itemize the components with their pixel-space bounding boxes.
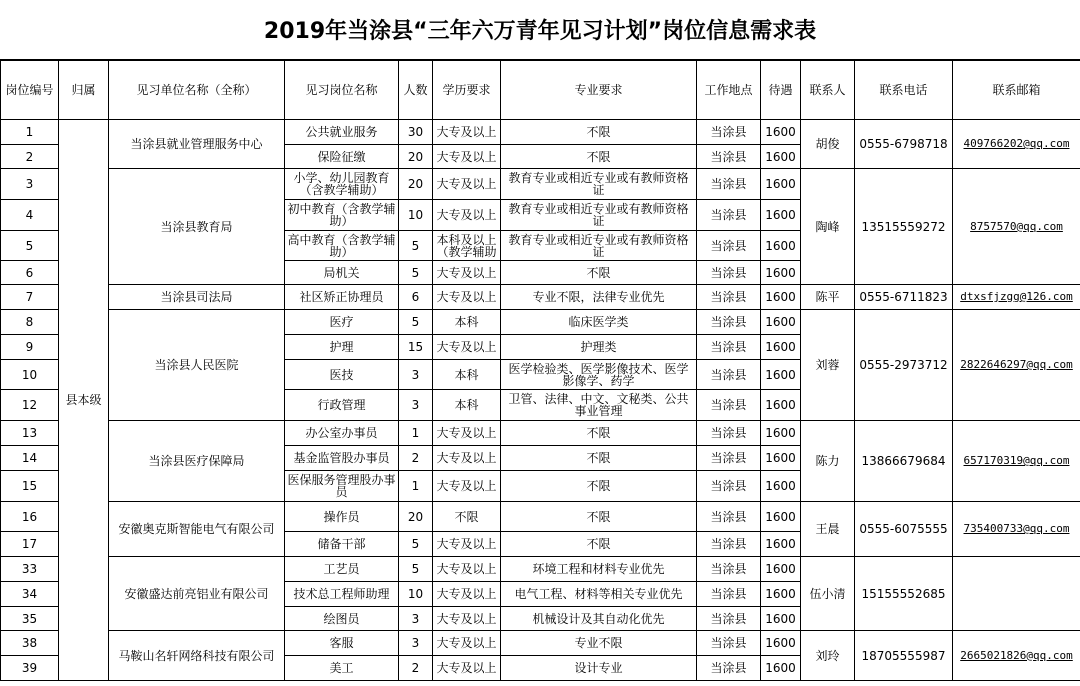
email-cell[interactable]: 2665021826@qq.com: [953, 631, 1080, 681]
education-cell[interactable]: 本科及以上（教学辅助: [433, 231, 501, 261]
major-cell[interactable]: 不限: [501, 120, 697, 145]
post-name-cell[interactable]: 医技: [285, 360, 399, 390]
post-name-cell[interactable]: 行政管理: [285, 390, 399, 421]
pay-cell[interactable]: 1600: [761, 360, 801, 390]
headcount-cell[interactable]: 5: [399, 231, 433, 261]
pay-cell[interactable]: 1600: [761, 169, 801, 200]
location-cell[interactable]: 当涂县: [697, 200, 761, 231]
post-name-cell[interactable]: 操作员: [285, 502, 399, 532]
location-cell[interactable]: 当涂县: [697, 231, 761, 261]
pay-cell[interactable]: 1600: [761, 446, 801, 471]
contact-cell[interactable]: 胡俊: [801, 120, 855, 169]
location-cell[interactable]: 当涂县: [697, 145, 761, 169]
location-cell[interactable]: 当涂县: [697, 446, 761, 471]
major-cell[interactable]: 医学检验类、医学影像技术、医学影像学、药学: [501, 360, 697, 390]
contact-cell[interactable]: 陶峰: [801, 169, 855, 285]
location-cell[interactable]: 当涂县: [697, 557, 761, 582]
email-cell[interactable]: 735400733@qq.com: [953, 502, 1080, 557]
post-name-cell[interactable]: 绘图员: [285, 607, 399, 631]
phone-cell[interactable]: 0555-6798718: [855, 120, 953, 169]
table-row: [1, 120, 1080, 145]
email-cell[interactable]: 657170319@qq.com: [953, 421, 1080, 502]
post-name-cell[interactable]: 社区矫正协理员: [285, 285, 399, 310]
education-cell[interactable]: 大专及以上: [433, 169, 501, 200]
major-cell[interactable]: 不限: [501, 145, 697, 169]
contact-cell[interactable]: 王晨: [801, 502, 855, 557]
headcount-cell[interactable]: 3: [399, 390, 433, 421]
phone-cell[interactable]: 0555-6711823: [855, 285, 953, 310]
unit-name-cell[interactable]: 安徽奥克斯智能电气有限公司: [109, 502, 285, 557]
location-cell[interactable]: 当涂县: [697, 502, 761, 532]
contact-cell[interactable]: 刘蓉: [801, 310, 855, 421]
post-id-cell[interactable]: 38: [1, 631, 59, 656]
headcount-cell[interactable]: 10: [399, 582, 433, 607]
contact-cell[interactable]: 伍小清: [801, 557, 855, 631]
post-name-cell[interactable]: 初中教育（含教学辅助）: [285, 200, 399, 231]
education-cell[interactable]: 本科: [433, 310, 501, 335]
post-name-cell[interactable]: 医疗: [285, 310, 399, 335]
headcount-cell[interactable]: 3: [399, 360, 433, 390]
header-cell[interactable]: 人数: [399, 61, 433, 120]
phone-cell[interactable]: 18705555987: [855, 631, 953, 681]
post-id-cell[interactable]: 15: [1, 471, 59, 502]
post-id-cell[interactable]: 17: [1, 532, 59, 557]
contact-cell[interactable]: 陈平: [801, 285, 855, 310]
post-id-cell[interactable]: 8: [1, 310, 59, 335]
phone-cell[interactable]: 13866679684: [855, 421, 953, 502]
table-row: [1, 631, 1080, 656]
education-cell[interactable]: 大专及以上: [433, 285, 501, 310]
contact-cell[interactable]: 刘玲: [801, 631, 855, 681]
post-id-cell[interactable]: 13: [1, 421, 59, 446]
location-cell[interactable]: 当涂县: [697, 261, 761, 285]
pay-cell[interactable]: 1600: [761, 200, 801, 231]
post-id-cell[interactable]: 2: [1, 145, 59, 169]
header-cell[interactable]: 工作地点: [697, 61, 761, 120]
headcount-cell[interactable]: 10: [399, 200, 433, 231]
contact-cell[interactable]: 陈力: [801, 421, 855, 502]
headcount-cell[interactable]: 1: [399, 421, 433, 446]
post-id-cell[interactable]: 33: [1, 557, 59, 582]
headcount-cell[interactable]: 20: [399, 502, 433, 532]
major-cell[interactable]: 卫管、法律、中文、文秘类、公共事业管理: [501, 390, 697, 421]
post-id-cell[interactable]: 35: [1, 607, 59, 631]
major-cell[interactable]: 不限: [501, 502, 697, 532]
pay-cell[interactable]: 1600: [761, 335, 801, 360]
post-name-cell[interactable]: 工艺员: [285, 557, 399, 582]
unit-name-cell[interactable]: 当涂县司法局: [109, 285, 285, 310]
location-cell[interactable]: 当涂县: [697, 335, 761, 360]
headcount-cell[interactable]: 3: [399, 607, 433, 631]
pay-cell[interactable]: 1600: [761, 656, 801, 681]
unit-name-cell[interactable]: 安徽盛达前亮铝业有限公司: [109, 557, 285, 631]
location-cell[interactable]: 当涂县: [697, 310, 761, 335]
post-name-cell[interactable]: 小学、幼儿园教育（含教学辅助）: [285, 169, 399, 200]
education-cell[interactable]: 大专及以上: [433, 656, 501, 681]
pay-cell[interactable]: 1600: [761, 231, 801, 261]
phone-cell[interactable]: 0555-2973712: [855, 310, 953, 421]
email-cell[interactable]: 409766202@qq.com: [953, 120, 1080, 169]
email-cell[interactable]: dtxsfjzgg@126.com: [953, 285, 1080, 310]
headcount-cell[interactable]: 5: [399, 261, 433, 285]
location-cell[interactable]: 当涂县: [697, 656, 761, 681]
post-name-cell[interactable]: 公共就业服务: [285, 120, 399, 145]
headcount-cell[interactable]: 20: [399, 145, 433, 169]
pay-cell[interactable]: 1600: [761, 285, 801, 310]
education-cell[interactable]: 大专及以上: [433, 200, 501, 231]
location-cell[interactable]: 当涂县: [697, 120, 761, 145]
pay-cell[interactable]: 1600: [761, 502, 801, 532]
post-id-cell[interactable]: 14: [1, 446, 59, 471]
headcount-cell[interactable]: 1: [399, 471, 433, 502]
education-cell[interactable]: 大专及以上: [433, 446, 501, 471]
education-cell[interactable]: 大专及以上: [433, 261, 501, 285]
phone-cell[interactable]: 13515559272: [855, 169, 953, 285]
major-cell[interactable]: 教育专业或相近专业或有教师资格证: [501, 200, 697, 231]
location-cell[interactable]: 当涂县: [697, 471, 761, 502]
location-cell[interactable]: 当涂县: [697, 582, 761, 607]
post-id-cell[interactable]: 3: [1, 169, 59, 200]
headcount-cell[interactable]: 15: [399, 335, 433, 360]
post-id-cell[interactable]: 4: [1, 200, 59, 231]
belong-cell[interactable]: 县本级: [59, 120, 109, 681]
header-cell[interactable]: 联系邮箱: [953, 61, 1080, 120]
header-cell[interactable]: 学历要求: [433, 61, 501, 120]
pay-cell[interactable]: 1600: [761, 557, 801, 582]
headcount-cell[interactable]: 2: [399, 446, 433, 471]
headcount-cell[interactable]: 5: [399, 310, 433, 335]
post-name-cell[interactable]: 基金监管股办事员: [285, 446, 399, 471]
major-cell[interactable]: 护理类: [501, 335, 697, 360]
major-cell[interactable]: 教育专业或相近专业或有教师资格证: [501, 169, 697, 200]
post-name-cell[interactable]: 储备干部: [285, 532, 399, 557]
location-cell[interactable]: 当涂县: [697, 631, 761, 656]
education-cell[interactable]: 大专及以上: [433, 607, 501, 631]
pay-cell[interactable]: 1600: [761, 145, 801, 169]
post-id-cell[interactable]: 5: [1, 231, 59, 261]
header-cell[interactable]: 待遇: [761, 61, 801, 120]
headcount-cell[interactable]: 3: [399, 631, 433, 656]
phone-cell[interactable]: 0555-6075555: [855, 502, 953, 557]
post-id-cell[interactable]: 10: [1, 360, 59, 390]
phone-cell[interactable]: 15155552685: [855, 557, 953, 631]
pay-cell[interactable]: 1600: [761, 631, 801, 656]
table-row: [1, 285, 1080, 310]
header-row: [1, 61, 1080, 120]
pay-cell[interactable]: 1600: [761, 532, 801, 557]
post-name-cell[interactable]: 局机关: [285, 261, 399, 285]
location-cell[interactable]: 当涂县: [697, 285, 761, 310]
table-row: [1, 502, 1080, 532]
table-row: [1, 421, 1080, 446]
post-name-cell[interactable]: 办公室办事员: [285, 421, 399, 446]
post-id-cell[interactable]: 7: [1, 285, 59, 310]
education-cell[interactable]: 大专及以上: [433, 120, 501, 145]
major-cell[interactable]: 不限: [501, 446, 697, 471]
major-cell[interactable]: 专业不限: [501, 631, 697, 656]
unit-name-cell[interactable]: 当涂县就业管理服务中心: [109, 120, 285, 169]
education-cell[interactable]: 大专及以上: [433, 631, 501, 656]
pay-cell[interactable]: 1600: [761, 261, 801, 285]
headcount-cell[interactable]: 5: [399, 557, 433, 582]
post-name-cell[interactable]: 高中教育（含教学辅助）: [285, 231, 399, 261]
education-cell[interactable]: 大专及以上: [433, 582, 501, 607]
location-cell[interactable]: 当涂县: [697, 390, 761, 421]
location-cell[interactable]: 当涂县: [697, 421, 761, 446]
post-name-cell[interactable]: 客服: [285, 631, 399, 656]
post-name-cell[interactable]: 保险征缴: [285, 145, 399, 169]
major-cell[interactable]: 机械设计及其自动化优先: [501, 607, 697, 631]
major-cell[interactable]: 环境工程和材料专业优先: [501, 557, 697, 582]
table-row: [1, 557, 1080, 582]
pay-cell[interactable]: 1600: [761, 421, 801, 446]
header-cell[interactable]: 专业要求: [501, 61, 697, 120]
page-title: 2019年当涂县“三年六万青年见习计划”岗位信息需求表: [0, 0, 1080, 60]
post-id-cell[interactable]: 1: [1, 120, 59, 145]
headcount-cell[interactable]: 6: [399, 285, 433, 310]
table-row: [1, 310, 1080, 335]
major-cell[interactable]: 临床医学类: [501, 310, 697, 335]
location-cell[interactable]: 当涂县: [697, 532, 761, 557]
headcount-cell[interactable]: 30: [399, 120, 433, 145]
location-cell[interactable]: 当涂县: [697, 360, 761, 390]
pay-cell[interactable]: 1600: [761, 390, 801, 421]
education-cell[interactable]: 大专及以上: [433, 421, 501, 446]
email-cell[interactable]: 8757570@qq.com: [953, 169, 1080, 285]
education-cell[interactable]: 大专及以上: [433, 532, 501, 557]
header-cell[interactable]: 归属: [59, 61, 109, 120]
post-name-cell[interactable]: 护理: [285, 335, 399, 360]
location-cell[interactable]: 当涂县: [697, 607, 761, 631]
post-name-cell[interactable]: 美工: [285, 656, 399, 681]
unit-name-cell[interactable]: 当涂县人民医院: [109, 310, 285, 421]
post-id-cell[interactable]: 9: [1, 335, 59, 360]
unit-name-cell[interactable]: 当涂县教育局: [109, 169, 285, 285]
headcount-cell[interactable]: 20: [399, 169, 433, 200]
post-id-cell[interactable]: 39: [1, 656, 59, 681]
header-cell[interactable]: 联系电话: [855, 61, 953, 120]
header-cell[interactable]: 见习岗位名称: [285, 61, 399, 120]
major-cell[interactable]: 设计专业: [501, 656, 697, 681]
job-table: [0, 60, 1080, 681]
email-cell[interactable]: 2822646297@qq.com: [953, 310, 1080, 421]
email-cell[interactable]: [953, 557, 1080, 631]
unit-name-cell[interactable]: 当涂县医疗保障局: [109, 421, 285, 502]
post-id-cell[interactable]: 6: [1, 261, 59, 285]
post-id-cell[interactable]: 12: [1, 390, 59, 421]
major-cell[interactable]: 电气工程、材料等相关专业优先: [501, 582, 697, 607]
major-cell[interactable]: 不限: [501, 261, 697, 285]
major-cell[interactable]: 教育专业或相近专业或有教师资格证: [501, 231, 697, 261]
pay-cell[interactable]: 1600: [761, 120, 801, 145]
education-cell[interactable]: 不限: [433, 502, 501, 532]
pay-cell[interactable]: 1600: [761, 607, 801, 631]
education-cell[interactable]: 大专及以上: [433, 145, 501, 169]
education-cell[interactable]: 本科: [433, 390, 501, 421]
post-id-cell[interactable]: 16: [1, 502, 59, 532]
major-cell[interactable]: 不限: [501, 471, 697, 502]
table-row: [1, 169, 1080, 200]
education-cell[interactable]: 大专及以上: [433, 557, 501, 582]
education-cell[interactable]: 大专及以上: [433, 471, 501, 502]
header-cell[interactable]: 联系人: [801, 61, 855, 120]
pay-cell[interactable]: 1600: [761, 582, 801, 607]
headcount-cell[interactable]: 5: [399, 532, 433, 557]
major-cell[interactable]: 不限: [501, 532, 697, 557]
pay-cell[interactable]: 1600: [761, 310, 801, 335]
education-cell[interactable]: 本科: [433, 360, 501, 390]
header-cell[interactable]: 岗位编号: [1, 61, 59, 120]
pay-cell[interactable]: 1600: [761, 471, 801, 502]
unit-name-cell[interactable]: 马鞍山名轩网络科技有限公司: [109, 631, 285, 681]
post-name-cell[interactable]: 医保服务管理股办事员: [285, 471, 399, 502]
header-cell[interactable]: 见习单位名称（全称）: [109, 61, 285, 120]
post-name-cell[interactable]: 技术总工程师助理: [285, 582, 399, 607]
education-cell[interactable]: 大专及以上: [433, 335, 501, 360]
major-cell[interactable]: 不限: [501, 421, 697, 446]
post-id-cell[interactable]: 34: [1, 582, 59, 607]
major-cell[interactable]: 专业不限，法律专业优先: [501, 285, 697, 310]
headcount-cell[interactable]: 2: [399, 656, 433, 681]
location-cell[interactable]: 当涂县: [697, 169, 761, 200]
